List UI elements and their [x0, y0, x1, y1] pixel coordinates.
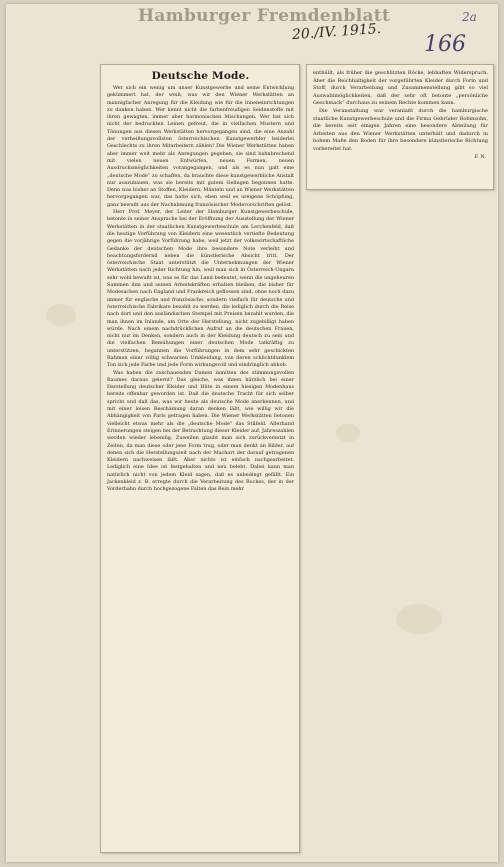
article-paragraph: Wer sich ein wenig um unser Kunstgewerbe und seine Entwicklung gekümmert hat, der weiß, was wir den Wiener Werkstätten an mannigfacher Anregung für die Kleidung wie für die Inneneinrichtungen zu danken haben. Wer kennt nicht die farbenfreudigen Seidenstoffe mit ihren gewagten, immer aber harmonischen Mischungen. Wer hat sich nicht der bedruckten Leinen gefreut, die in vielfachen Mustern und Tönungen aus diesen Werkstätten hervorgegangen sind, die eine Anzahl der verheißungsvollsten österreichischen Kunstgewerbler beiderlei Geschlechts zu ihren Mitarbeitern zählen! Die Wiener Werkstätten haben aber immer weit mehr als Anregungen gegeben, sie sind bahnbrechend mit vielen neuen Entwürfen, neuen Formen, neuen Ausdrucksmöglichkeiten vorangegangen, und als es nun galt eine „deutsche Mode“ zu schaffen, da brauchte diese kunstgewerbliche Anstalt nur auszubauen, was sie bereits mit gutem Gelingen begonnen hatte. Denn was bisher an Stoffen, Kleidern, Mänteln und an Wiener Werkstätten hervorgegangen war, das hatte sich, eben weil es ureigene Schöpfung, ganz bewußt aus der Nachahmung französischer Modevorschriften gelöst. — [107, 85, 294, 208]
article-continuation — [313, 70, 488, 161]
article-body — [107, 85, 294, 494]
newspaper-clipping-main — [100, 64, 300, 853]
article-paragraph: Was haben die zuschauenden Damen inmitten des stimmungsvollen Raumes daraus gelernt? Das gleiche, was ihnen kürzlich bei einer Darstellung deutscher Kleider und Hüte in einem hiesigen Modenhaus bereits offenbar geworden ist. Daß die deutsche Tracht für sich selber spricht und daß das, was wir heute als deutsche Mode anerkennen, und mit einer leisen Beschämung daran denken läßt, wie willig wir die Abhängigkeit von Paris getragen haben. Die Wiener Werkstätten betonen vielleicht etwas mehr als die „deutsche Mode“ das Stilfeld. Allerhand Erinnerungen steigen bei der Betrachtung dieser Kleider auf, Jahreszahlen werden wieder lebendig. Zuweilen glaubt man sich zurückversetzt in Zeiten, da man diese oder jene Form trug, oder man denkt an Bilder, auf denen sich die Herstellungszeit nach der Machart der darauf getragenen Kleidern nachweisen läßt. Aber nichts ist einfach nachgearbeitet. Lediglich eine Idee ist festgehalten und neu belebt. Dabei kann man natürlich nicht von jedem Kleid sagen, daß es unbedingt gefällt. Ein Jackenkleid z. B. erregte durch die Verarbeitung des Rockes, der in der Vorderbahn durch hochgezogene Falten das Bein mehr — [107, 369, 294, 493]
handwritten-page-number: 166 — [424, 32, 466, 57]
newspaper-masthead: Hamburger Fremdenblatt — [138, 6, 391, 26]
article-paragraph: Herr Prof. Meyer, der Leiter der Hamburger Kunstgewerbeschule, betonte in seiner Ansprache bei der Eröffnung der Ausstellung der Wiener Werkstätten in der staatlichen Kunstgewerbeschule am Lerchenfeld, daß die heutige Vorführung von Kleidern eine wesentlich vertiefte Bedeutung gegen die vorjährige Vorführung habe, weil jetzt der volkswirtschaftliche Gedanke der deutschen Mode ihre besondere Note verleiht und beachtungsfordernd neben die künstlerische Absicht tritt. Der österreichische Staat unterstützt die Unternehmungen der Wiener Werkstätten nach jeder Richtung hin, weil man sich in Österreich-Ungarn sehr wohl bewußt ist, was es für das Land bedeutet, wenn die ungeheuren Summen ihm und seinen Arbeitskräften erhalten bleiben, die bisher für Modesachen nach England und Frankreich geflossen sind, ohne noch dazu immer für englische und französische, sondern vielfach für deutsche und österreichische Fabrikate bezahlt zu werden, die lediglich durch die Reise nach dort und den ausländischen Stempel mit Preisen bezahlt wurden, die man ihnen im Inlande, am Orte der Herstellung, nicht zugebilligt haben würde. Nach einem nachdrücklichen Aufruf an die deutschen Frauen, nicht nur im Denken, sondern auch in der Kleidung deutsch zu sein und die vielfachen Bemühungen einer deutschen Mode tatkräftig zu unterstützen, begannen die Vorführungen in dem sehr geschickten Rahmen einer völlig schwarzen Umkleidung, von deren schlichtdunklem Ton sich jede Farbe und jede Form wirkungsvoll und eindringlich abhob. — [107, 209, 294, 369]
continuation-paragraph: enthüllt, als früher die geschlitzten Röcke, lebhaften Widerspruch. Aber die Reichhaltigkeit der vorgeführten Kleider durch Form und Stoff, durch Verarbeitung und Zusammenstellung gibt so viel Auswahlmöglichkeiten, daß der sehr oft betonte „persönliche Geschmack“ durchaus zu seinem Rechte kommen kann. — [313, 70, 488, 107]
handwritten-date: 20./IV. 1915. — [291, 20, 382, 44]
author-signature: F. N. — [474, 153, 486, 160]
archive-corner-mark: 2a — [462, 10, 477, 24]
paper-stain — [46, 304, 76, 326]
newspaper-clipping-continuation — [306, 64, 494, 190]
article-title: Deutsche Mode. — [151, 70, 250, 82]
paper-stain — [396, 604, 442, 634]
closing-paragraph: Die Veranstaltung war veranlaßt durch die hamburgische staatliche Kunstgewerbeschule und die Firma Gebrüder Robinsohn, die bereits seit einigen Jahren eine besondere Abteilung für Arbeiten aus den Wiener Werkstätten unterhält und dadurch in hohem Maße den Boden für ihre besondere künstlerische Richtung vorbereitet hat. — [313, 107, 488, 152]
paper-stain — [336, 424, 360, 442]
